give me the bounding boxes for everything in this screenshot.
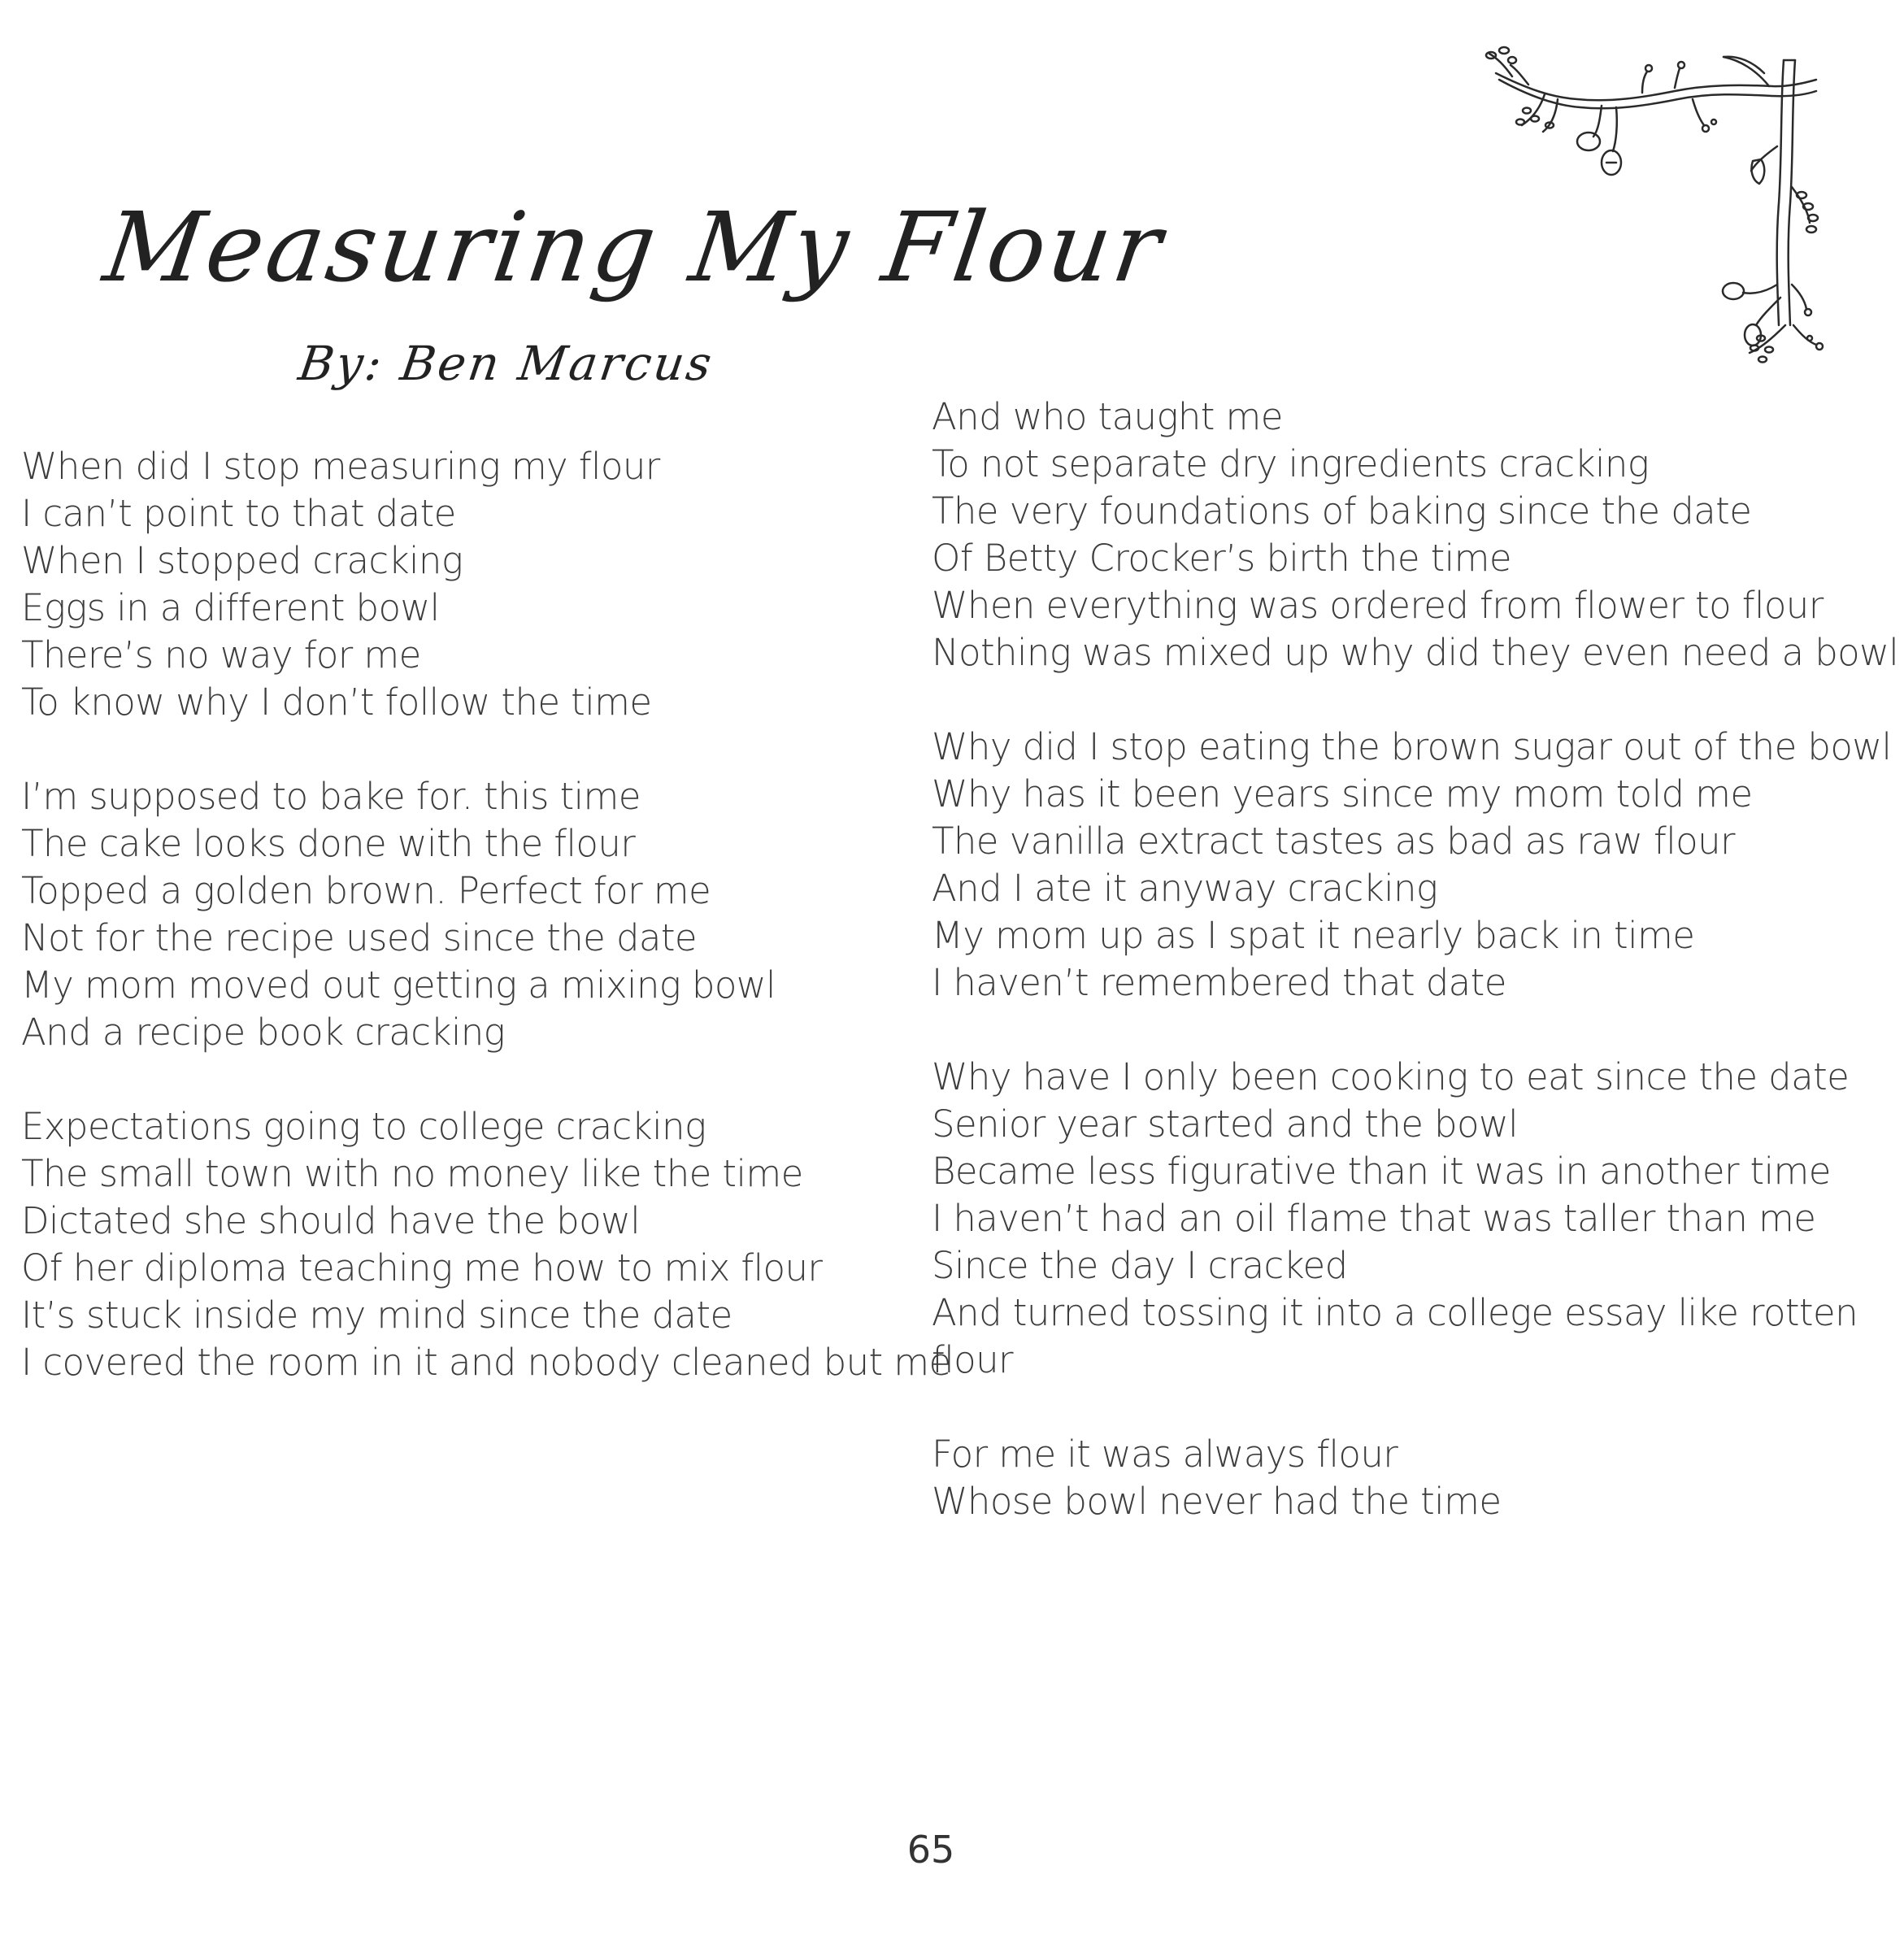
poem-line: When did I stop measuring my flour [21,445,660,488]
poem-line: My mom moved out getting a mixing bowl [21,963,776,1007]
stanza [932,1431,1898,1525]
stanza [932,394,1898,676]
poem-line: To know why I don’t follow the time [21,681,652,724]
poem-left-column [21,443,951,1433]
poem-line: It’s stuck inside my mind since the date [21,1294,732,1337]
poem-line: Since the day I cracked [932,1244,1348,1287]
poem-byline: By: Ben Marcus [295,336,718,391]
poem-line: When I stopped cracking [21,539,463,582]
poem-line: Of Betty Crocker’s birth the time [932,537,1511,580]
poem-line: There’s no way for me [21,633,421,676]
poem-line: Why did I stop eating the brown sugar out of the bowl [932,725,1892,768]
poem-line: I can’t point to that date [21,492,456,535]
poem-line: I haven’t remembered that date [932,961,1506,1004]
poem-line: Expectations going to college cracking [21,1105,706,1148]
poem-line: The cake looks done with the flour [21,822,636,865]
poem-line: Eggs in a different bowl [21,586,440,629]
poem-line: For me it was always flour [932,1433,1398,1476]
poem-line: Of her diploma teaching me how to mix flour [21,1246,823,1289]
poem-line: Senior year started and the bowl [932,1102,1518,1146]
poem-line: I covered the room in it and nobody cleaned but me [21,1341,951,1384]
poem-line: And who taught me [932,395,1283,438]
poem-line: Topped a golden brown. Perfect for me [21,869,711,912]
flowering-branch-corner-icon [1480,41,1837,398]
poem-line: Nothing was mixed up why did they even need a bowl [932,631,1899,674]
stanza [932,724,1898,1007]
poem-line: And I ate it anyway cracking [932,867,1438,910]
poem-line: flour [932,1338,1013,1381]
poem-line: Became less figurative than it was in another time [932,1150,1831,1193]
poem-line: When everything was ordered from flower to flour [932,584,1824,627]
poem-line: The vanilla extract tastes as bad as raw flour [932,820,1735,863]
poem-line: Why has it been years since my mom told me [932,772,1753,815]
poem-line: My mom up as I spat it nearly back in time [932,914,1695,957]
poem-line: Dictated she should have the bowl [21,1199,641,1242]
poem-line: Not for the recipe used since the date [21,916,698,959]
poem-line: The very foundations of baking since the date [932,489,1752,533]
poem-line: I’m supposed to bake for. this time [21,775,641,818]
poem-title: Measuring My Flour [98,191,1172,303]
poem-line: And a recipe book cracking [21,1011,506,1054]
stanza [21,1103,951,1386]
page-number: 65 [906,1828,955,1872]
poem-line: And turned tossing it into a college essay like rotten [932,1291,1858,1334]
poem-line: Why have I only been cooking to eat since the date [932,1055,1850,1098]
poem-right-column [932,394,1898,1572]
stanza [932,1054,1898,1384]
stanza [21,443,951,726]
poem-line: I haven’t had an oil flame that was taller than me [932,1197,1816,1240]
poem-line: Whose bowl never had the time [932,1480,1502,1523]
poem-line: To not separate dry ingredients cracking [932,442,1650,485]
poem-line: The small town with no money like the time [21,1152,803,1195]
stanza [21,773,951,1056]
